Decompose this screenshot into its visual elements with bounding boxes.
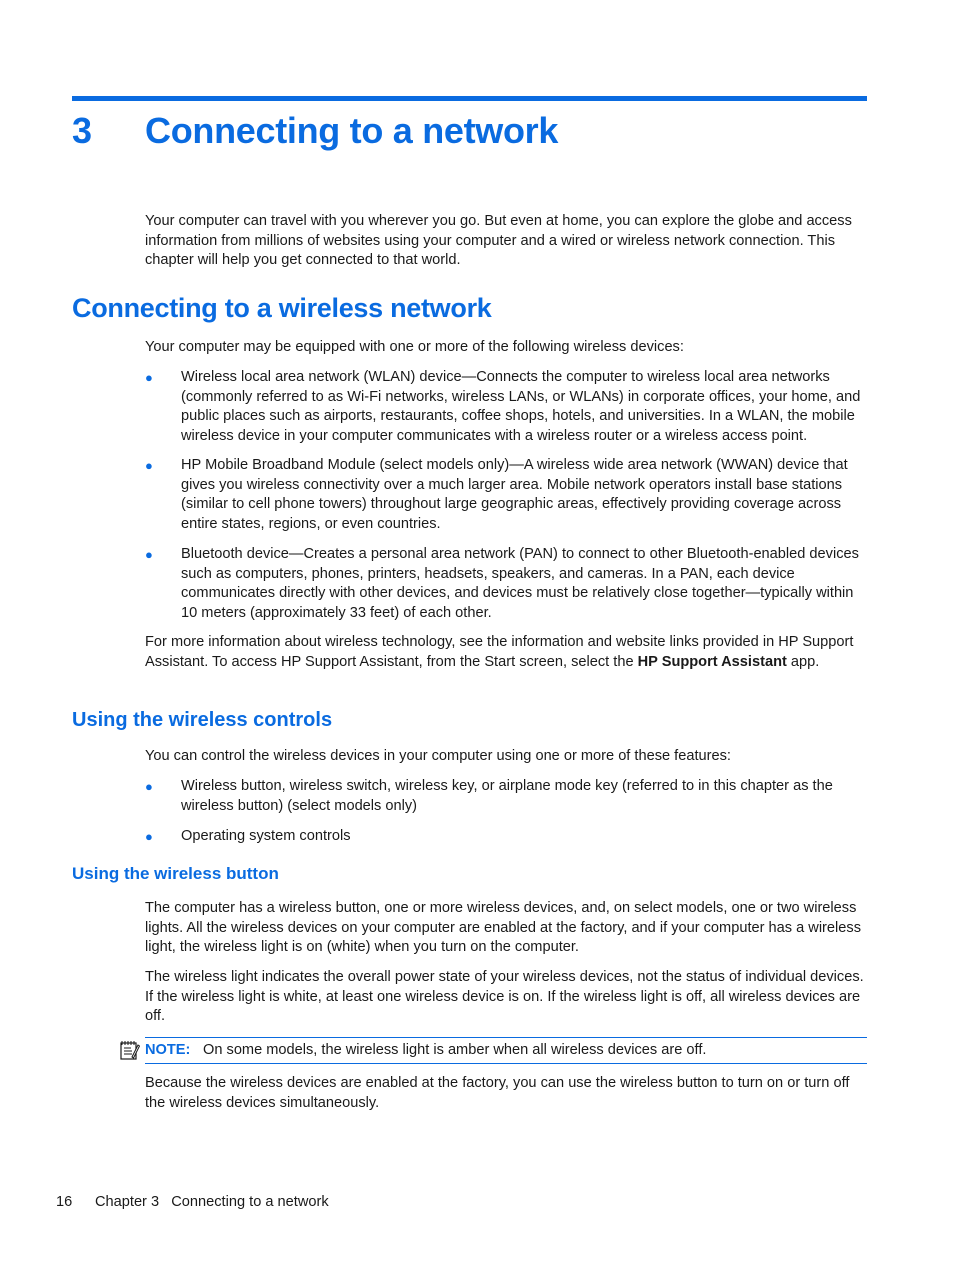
note-text: On some models, the wireless light is amber when all wireless devices are off. [203,1042,707,1058]
wireless-button-paragraph-1: The computer has a wireless button, one or more wireless devices, and, on select models, one or two wireless lights. All the wireless devices on your computer are enabled at the factory, and if your computer has a wireless light, the wireless light is on (white) when you turn on the computer. [145,900,861,955]
note-icon [118,1039,140,1061]
more-info-text-end: app. [786,653,820,670]
hp-support-assistant-bold: HP Support Assistant [637,653,787,670]
chapter-intro: Your computer can travel with you wherever you go. But even at home, you can explore the globe and access information from millions of websites using your computer and a wired or wireless network connection. This chapter will help you get connected to that world. [145,213,852,268]
section-heading-wireless-button: Using the wireless button [72,864,279,883]
list-item-wlan: Wireless local area network (WLAN) device—Connects the computer to wireless local area networks (commonly referred to as Wi-Fi networks, wireless LANs, or WLANs) in corporate offices, your home, and public places such as airports, restaurants, coffee shops, hotels, and universities. In a WLAN, the mobile wireless device in your computer communicates with a wireless router or a wireless access point. [181,369,861,444]
list-item-wwan: HP Mobile Broadband Module (select models only)—A wireless wide area network (WWAN) device that gives you wireless connectivity over a much larger area. Mobile network operators install base stations (similar to cell phone towers) throughout large geographic areas, effectively providing coverage across entire states, regions, or even countries. [181,457,848,532]
chapter-number: 3 [72,110,93,151]
chapter-top-rule [72,96,867,101]
section-heading-controls: Using the wireless controls [72,709,333,731]
more-info-paragraph [145,633,867,672]
page-number: 16 [56,1194,73,1210]
controls-intro: You can control the wireless devices in your computer using one or more of these features: [145,748,731,764]
section-heading-wireless: Connecting to a wireless network [72,293,492,323]
wireless-button-paragraph-2: The wireless light indicates the overall power state of your wireless devices, not the status of individual devices. If the wireless light is white, at least one wireless device is on. If the wireless light is off, all wireless devices are off. [145,969,864,1024]
list-item-wireless-button: Wireless button, wireless switch, wireless key, or airplane mode key (referred to in this chapter as the wireless button) (select models only) [181,778,833,814]
more-info-text-start: For more information about wireless technology, see the information and website links provided in HP Support Assistant. To access HP Support Assistant, from the Start screen, select the [145,634,854,670]
note-bottom-rule [145,1063,867,1064]
footer-chapter-ref: Chapter 3 Connecting to a network [95,1194,329,1210]
note-top-rule [145,1037,867,1038]
bullet-icon: ● [145,779,153,794]
wireless-intro: Your computer may be equipped with one or more of the following wireless devices: [145,339,684,355]
bullet-icon: ● [145,547,153,562]
bullet-icon: ● [145,370,153,385]
bullet-icon: ● [145,458,153,473]
bullet-icon: ● [145,829,153,844]
note-label: NOTE: [145,1042,191,1058]
list-item-os-controls: Operating system controls [181,828,351,844]
list-item-bluetooth: Bluetooth device—Creates a personal area network (PAN) to connect to other Bluetooth-enabled devices such as computers, phones, printers, headsets, speakers, and cameras. In a PAN, each device communicates directly with other devices, and devices must be relatively close together—typically within 10 meters (approximately 33 feet) of each other. [181,546,859,621]
wireless-button-paragraph-3: Because the wireless devices are enabled at the factory, you can use the wireless button to turn on or turn off the wireless devices simultaneously. [145,1075,850,1111]
chapter-title: Connecting to a network [145,110,559,151]
